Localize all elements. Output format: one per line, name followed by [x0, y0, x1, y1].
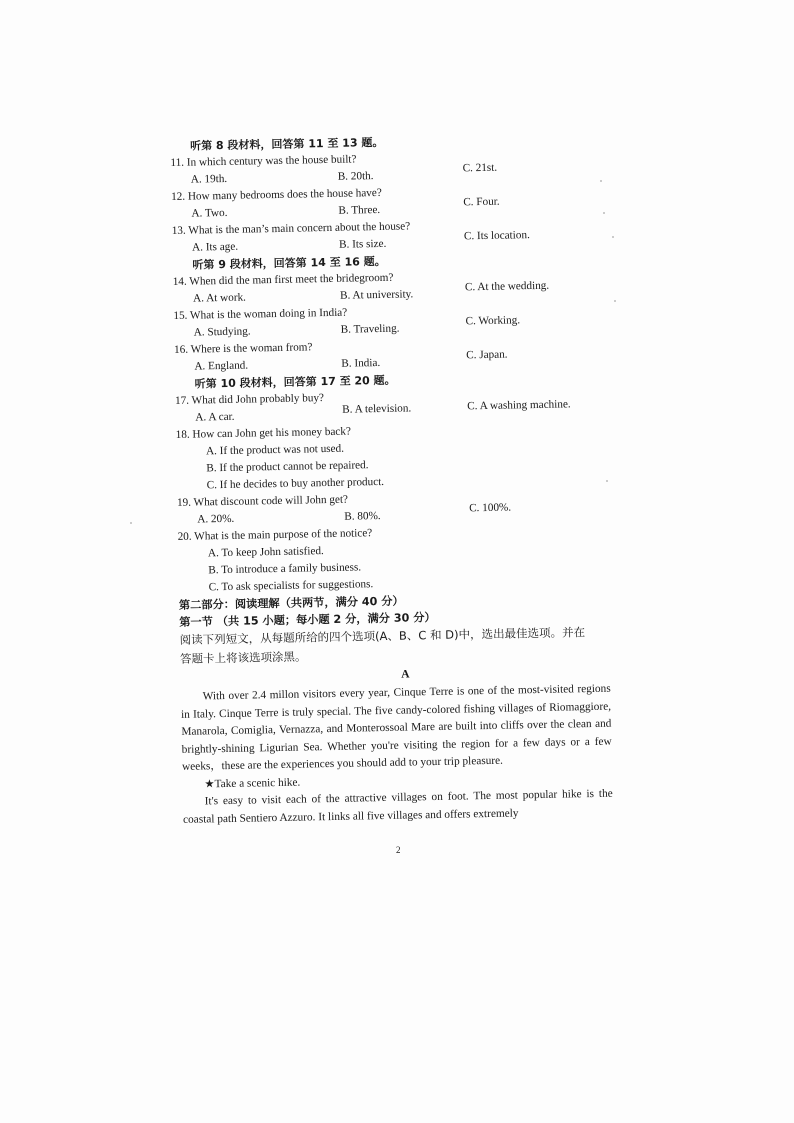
option-a: A. 19th.: [190, 172, 228, 186]
scan-speck: [603, 212, 605, 214]
passage-paragraph-2: It's easy to visit each of the attractive villages on foot. The most popular hike is the coastal path Sentiero Azzuro. It links all five villages and offers extremely: [182, 787, 613, 826]
option-c: C. To ask specialists for suggestions.: [208, 578, 374, 594]
option-c: C. A washing machine.: [467, 398, 571, 413]
question-15: 15. What is the woman doing in India?: [173, 306, 348, 322]
option-c: C. Its location.: [463, 229, 530, 243]
option-a: A. Two.: [191, 206, 228, 220]
part2-section1: 第一节 （共 15 小题；每小题 2 分，满分 30 分）: [179, 610, 436, 629]
option-c: C. At the wedding.: [464, 279, 550, 294]
option-c: C. Four.: [463, 195, 500, 209]
option-b: B. Traveling.: [340, 322, 400, 336]
question-19: 19. What discount code will John get?: [176, 493, 349, 509]
option-a: A. Studying.: [193, 325, 251, 339]
exam-content: [170, 129, 633, 829]
option-b: B. 20th.: [337, 170, 374, 183]
star-heading: ★Take a scenic hike.: [204, 776, 301, 790]
option-b: B. Three.: [338, 203, 381, 217]
section-header-9: 听第 9 段材料，回答第 14 至 16 题。: [192, 254, 386, 272]
scan-speck: [130, 522, 132, 524]
question-13: 13. What is the man’s main concern about the house?: [171, 220, 411, 237]
question-11: 11. In which century was the house built?: [170, 153, 357, 169]
option-b: B. India.: [341, 357, 381, 370]
option-a: A. If the product was not used.: [205, 442, 345, 458]
question-14: 14. When did the man first meet the bridegroom?: [172, 271, 394, 288]
option-c: C. If he decides to buy another product.: [206, 475, 385, 492]
scan-speck: [614, 300, 616, 302]
question-17: 17. What did John probably buy?: [174, 392, 325, 407]
option-c: C. 100%.: [469, 501, 512, 515]
scan-speck: [606, 480, 608, 482]
option-b: B. If the product cannot be repaired.: [206, 459, 369, 475]
option-c: C. Working.: [465, 314, 521, 328]
passage-label: A: [401, 668, 410, 681]
section-header-10: 听第 10 段材料，回答第 17 至 20 题。: [194, 373, 396, 391]
question-16: 16. Where is the woman from?: [173, 341, 313, 356]
option-a: A. 20%.: [197, 512, 235, 526]
section-header-8: 听第 8 段材料，回答第 11 至 13 题。: [190, 135, 384, 153]
scan-speck: [600, 180, 602, 182]
instructions-line2: 答题卡上将该选项涂黑。: [179, 649, 307, 666]
part2-header: 第二部分：阅读理解（共两节，满分 40 分）: [178, 594, 404, 612]
question-20: 20. What is the main purpose of the notice?: [177, 527, 373, 543]
scan-speck: [612, 236, 614, 238]
option-a: A. At work.: [192, 291, 247, 305]
option-c: C. Japan.: [466, 348, 508, 362]
option-b: B. Its size.: [338, 237, 387, 251]
option-a: A. England.: [194, 359, 249, 373]
option-a: A. A car.: [195, 410, 235, 424]
option-a: A. Its age.: [191, 240, 239, 254]
option-b: B. A television.: [342, 402, 412, 416]
option-c: C. 21st.: [462, 161, 498, 175]
option-b: B. At university.: [339, 288, 414, 302]
option-b: B. 80%.: [344, 510, 381, 523]
option-a: A. To keep John satisfied.: [207, 545, 324, 560]
option-b: B. To introduce a family business.: [208, 561, 362, 577]
passage-paragraph-1: With over 2.4 millon visitors every year, Cinque Terre is one of the most-visited regions in Italy. Cinque Terre is truly special. The five candy-colored fishing villages of Riomaggiore, Manarola, Comiglia, Vernazza, and Monterossoal Mare are built into cliffs over the clean and brightly-shining Ligurian Sea. Whether you're visiting the region for a few days or a few weeks，these are the experiences you should add to your trip pleasure.: [180, 682, 612, 773]
instructions-line1: 阅读下列短文，从每题所给的四个选项(A、B、C 和 D)中，选出最佳选项。并在: [179, 625, 586, 647]
question-12: 12. How many bedrooms does the house have?: [171, 186, 382, 203]
question-18: 18. How can John get his money back?: [175, 425, 352, 441]
page-number: 2: [396, 845, 401, 855]
